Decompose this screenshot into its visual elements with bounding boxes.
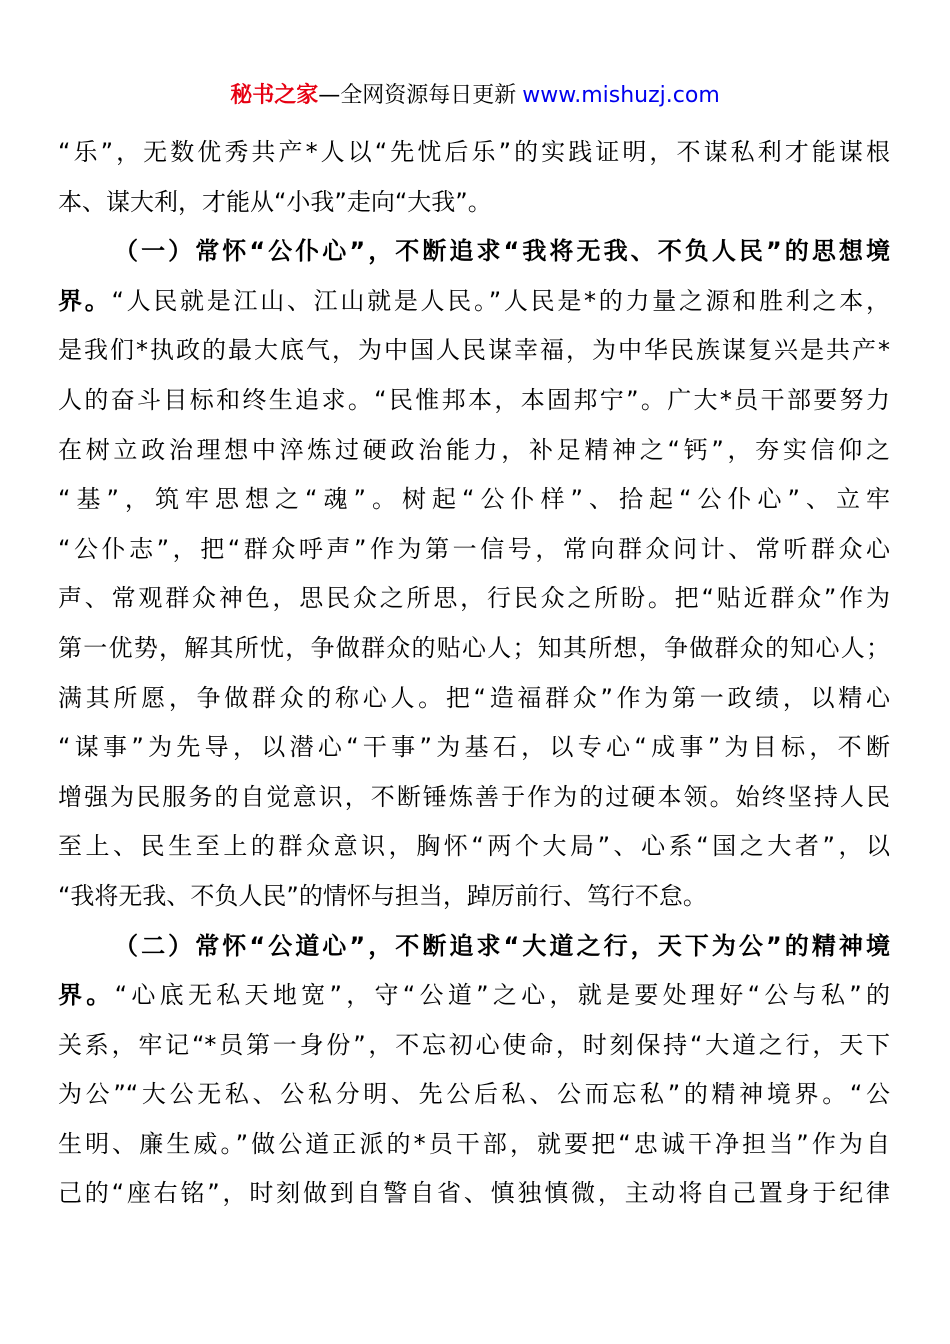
header-url-link[interactable]: www.mishuzj.com — [522, 83, 720, 108]
bold-heading-text: （二）常怀“公道心”，不断追求“大道之行，天下为公”的精神境 — [114, 931, 890, 960]
text-line — [58, 128, 890, 178]
text-line — [58, 971, 890, 1021]
body-text-span: “心底无私天地宽”，守“公道”之心，就是要处理好“公与私”的 — [114, 981, 890, 1010]
body-text-span: 是我们*执政的最大底气，为中国人民谋幸福，为中华民族谋复兴是共产* — [58, 336, 890, 365]
text-line — [58, 723, 890, 773]
bold-heading-text: （一）常怀“公仆心”，不断追求“我将无我、不负人民”的思想境 — [114, 237, 890, 266]
body-text-span: 增强为民服务的自觉意识，不断锤炼善于作为的过硬本领。始终坚持人民 — [58, 782, 890, 811]
document-body — [58, 128, 890, 1219]
body-text-span: “乐”，无数优秀共产*人以“先忧后乐”的实践证明，不谋私利才能谋根 — [58, 138, 890, 166]
bold-heading-text: 界。 — [58, 286, 112, 315]
text-line — [58, 822, 890, 872]
text-line — [58, 1169, 890, 1219]
text-line — [58, 525, 890, 575]
body-text-span: “谋事”为先导，以潜心“干事”为基石，以专心“成事”为目标，不断 — [58, 733, 890, 762]
header-brand: 秘书之家 — [230, 83, 319, 108]
body-text-span: 己的“座右铭”，时刻做到自警自省、慎独慎微，主动将自己置身于纪律 — [58, 1179, 890, 1208]
text-line — [58, 1070, 890, 1120]
text-line — [58, 1120, 890, 1170]
text-line — [58, 922, 890, 972]
header-tagline: —全网资源每日更新 — [318, 83, 517, 108]
paragraph — [58, 128, 890, 227]
body-text-span: 人的奋斗目标和终生追求。“民惟邦本，本固邦宁”。广大*员干部要努力 — [58, 385, 890, 414]
text-line — [58, 773, 890, 823]
body-text-span: 关系，牢记“*员第一身份”，不忘初心使命，时刻保持“大道之行，天下 — [58, 1030, 890, 1059]
text-line — [58, 624, 890, 674]
body-text-span: “公仆志”，把“群众呼声”作为第一信号，常向群众问计、常听群众心 — [58, 534, 890, 563]
text-line — [58, 227, 890, 277]
text-line — [58, 475, 890, 525]
body-text-span: “人民就是江山、江山就是人民。”人民是*的力量之源和胜利之本， — [111, 286, 890, 315]
text-line — [58, 376, 890, 426]
text-line — [58, 277, 890, 327]
text-line — [58, 178, 890, 228]
body-text-span: “基”，筑牢思想之“魂”。树起“公仆样”、拾起“公仆心”、立牢 — [58, 485, 890, 514]
body-text-span: 第一优势，解其所忧，争做群众的贴心人；知其所想，争做群众的知心人； — [58, 633, 890, 662]
text-line — [58, 1021, 890, 1071]
text-line — [58, 326, 890, 376]
body-text-span: 声、常观群众神色，思民众之所思，行民众之所盼。把“贴近群众”作为 — [58, 584, 890, 613]
paragraph — [58, 922, 890, 1220]
body-text-span: 本、谋大利，才能从“小我”走向“大我”。 — [58, 187, 492, 216]
text-line — [58, 872, 890, 922]
body-text-span: 为公”“大公无私、公私分明、先公后私、公而忘私”的精神境界。“公 — [58, 1080, 890, 1109]
text-line — [58, 426, 890, 476]
text-line — [58, 574, 890, 624]
body-text-span: “我将无我、不负人民”的情怀与担当，踔厉前行、笃行不怠。 — [58, 881, 707, 910]
page-header — [0, 80, 950, 112]
body-text-span: 至上、民生至上的群众意识，胸怀“两个大局”、心系“国之大者”，以 — [58, 832, 890, 861]
text-line — [58, 674, 890, 724]
body-text-span: 在树立政治理想中淬炼过硬政治能力，补足精神之“钙”，夯实信仰之 — [58, 435, 890, 464]
paragraph — [58, 227, 890, 921]
body-text-span: 满其所愿，争做群众的称心人。把“造福群众”作为第一政绩，以精心 — [58, 683, 890, 712]
bold-heading-text: 界。 — [58, 981, 115, 1010]
body-text-span: 生明、廉生威。”做公道正派的*员干部，就要把“忠诚干净担当”作为自 — [58, 1129, 890, 1158]
